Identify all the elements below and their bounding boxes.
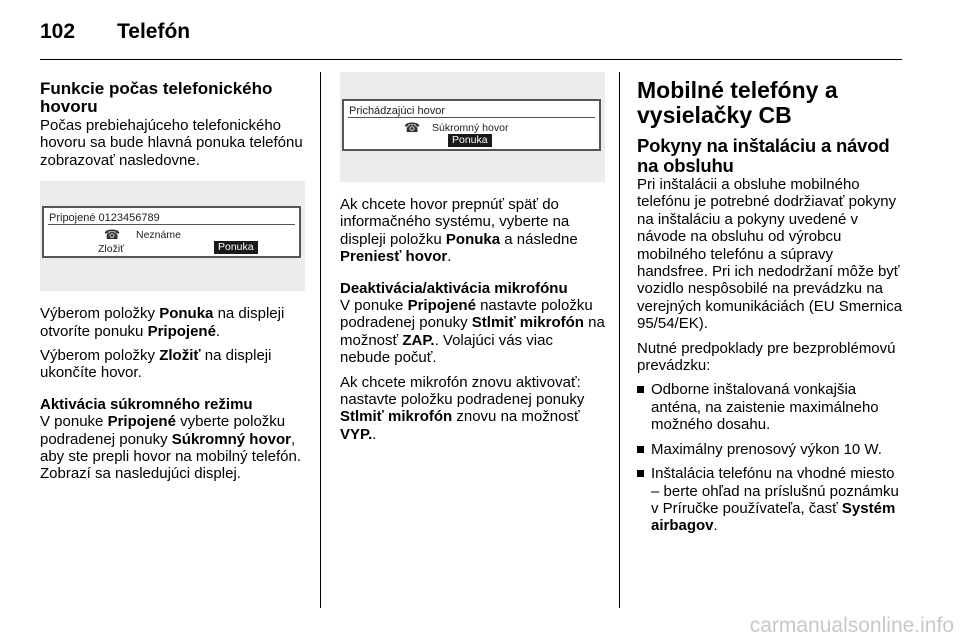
menu-button: Ponuka [214, 241, 258, 254]
column-2 [340, 72, 605, 450]
section-title: Mobilné telefóny a vysielačky CB [637, 77, 838, 128]
list-item: Maximálny prenosový výkon 10 W. [637, 441, 905, 458]
requirements-list [637, 381, 905, 534]
paragraph-transfer: Ak chcete hovor prepnúť späť do informačného systému, vyberte na displeji položku Ponuka a následne Preniesť hovor. [340, 196, 578, 266]
header-divider [40, 59, 902, 60]
watermark: carmanualsonline.info [749, 614, 954, 637]
bullet-icon [637, 386, 644, 393]
display-figure-connected [40, 181, 305, 291]
column-divider-2 [619, 72, 620, 608]
chapter-title: Telefón [117, 20, 191, 43]
display-title: Prichádzajúci hovor [349, 105, 445, 117]
page-header [40, 18, 920, 48]
list-item: Odborne inštalovaná vonkajšia anténa, na zaistenie maximálneho možného dosahu. [637, 381, 905, 433]
list-item: Inštalácia telefónu na vhodné miesto – berte ohľad na príslušnú poznámku v Príručke používateľa, časť Systém airbagov. [637, 465, 905, 535]
column-3 [637, 78, 905, 542]
caller-name: Neznáme [136, 229, 181, 242]
installation-heading: Pokyny na inštaláciu a návod na obsluhu [637, 135, 890, 176]
microphone-heading: Deaktivácia/aktivácia mikrofónu [340, 279, 568, 297]
paragraph-installation: Pri inštalácii a obsluhe mobilného telefónu je potrebné dodržiavať pokyny na inštaláciu a pokyny uvedené v návode na obsluhu od výrobcu mobilného telefónu a súpravy handsfree. Pri ich nedodržaní môže byť vozidlo nespôsobilé na prevádzku na verejných komunikáciách (EU Smernica 95/54/EK). [637, 176, 903, 333]
page-number: 102 [40, 20, 76, 43]
menu-button: Ponuka [448, 134, 492, 147]
phone-icon: ☎ [404, 120, 421, 135]
bullet-icon [637, 446, 644, 453]
paragraph-menu: Výberom položky Ponuka na displeji otvoríte ponuku Pripojené. [40, 305, 285, 340]
private-call-label: Súkromný hovor [432, 122, 509, 134]
paragraph-hangup: Výberom položky Zložiť na displeji ukončíte hovor. [40, 347, 272, 382]
display-screen [342, 99, 601, 151]
paragraph-private: V ponuke Pripojené vyberte položku podradenej ponuky Súkromný hovor, aby ste prepli hovor na mobilný telefón. Zobrazí sa nasledujúci displej. [40, 413, 301, 483]
bullet-icon [637, 470, 644, 477]
paragraph-requirements: Nutné predpoklady pre bezproblémovú prevádzku: [637, 339, 896, 375]
hangup-label: Zložiť [98, 243, 125, 256]
display-figure-incoming [340, 72, 605, 182]
phone-icon: ☎ [104, 227, 121, 243]
private-mode-heading: Aktivácia súkromného režimu [40, 395, 253, 413]
column-divider-1 [320, 72, 321, 608]
display-title: Pripojené 0123456789 [49, 212, 160, 225]
display-divider [348, 117, 595, 118]
column-1 [40, 80, 305, 490]
paragraph-mute: V ponuke Pripojené nastavte položku podradenej ponuky Stlmiť mikrofón na možnosť ZAP.. Volajúci vás viac nebude počuť. [340, 297, 605, 367]
display-screen [42, 206, 301, 258]
paragraph-unmute: Ak chcete mikrofón znovu aktivovať: nastavte položku podradenej ponuky Stlmiť mikrofón znovu na možnosť VYP.. [340, 373, 585, 443]
display-divider [48, 224, 295, 225]
section-heading: Funkcie počas telefonického hovoru [40, 79, 273, 116]
intro-paragraph: Počas prebiehajúceho telefonického hovoru sa bude hlavná ponuka telefónu zobrazovať nasledovne. [40, 117, 303, 169]
